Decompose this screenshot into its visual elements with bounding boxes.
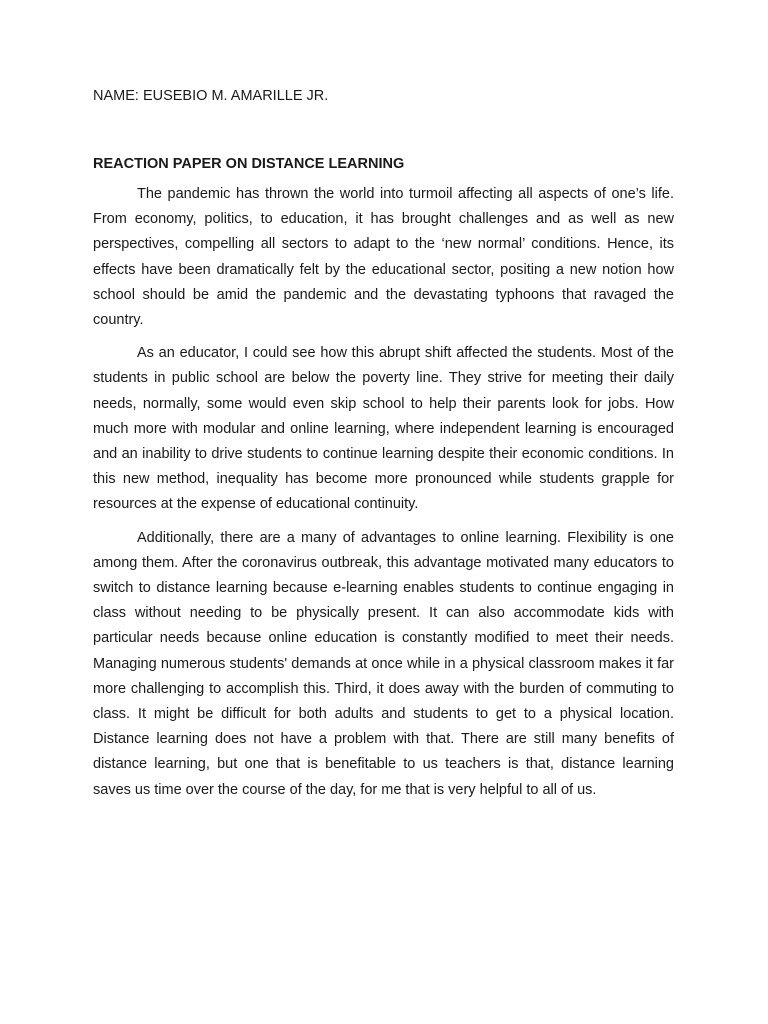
- paragraph-2: As an educator, I could see how this abrupt shift affected the students. Most of the students in public school are below the poverty line. They strive for meeting their daily needs, normally, some would even skip school to help their parents look for jobs. How much more with modular and online learning, where independent learning is encouraged and an inability to drive students to continue learning despite their economic conditions. In this new method, inequality has become more pronounced while students grapple for resources at the expense of educational continuity.: [93, 345, 674, 513]
- document-body: [93, 182, 674, 803]
- author-name-line: NAME: EUSEBIO M. AMARILLE JR.: [93, 88, 329, 104]
- paragraph-3: Additionally, there are a many of advantages to online learning. Flexibility is one among them. After the coronavirus outbreak, this advantage motivated many educators to switch to distance learning because e-learning enables students to continue engaging in class without needing to be physically present. It can also accommodate kids with particular needs because online education is constantly modified to meet their needs. Managing numerous students' demands at once while in a physical classroom makes it far more challenging to accomplish this. Third, it does away with the burden of commuting to class. It might be difficult for both adults and students to get to a physical location. Distance learning does not have a problem with that. There are still many benefits of distance learning, but one that is benefitable to us teachers is that, distance learning saves us time over the course of the day, for me that is very helpful to all of us.: [93, 529, 674, 798]
- paper-title: REACTION PAPER ON DISTANCE LEARNING: [93, 156, 405, 172]
- document-content: [93, 86, 674, 811]
- paragraph-1: The pandemic has thrown the world into turmoil affecting all aspects of one’s life. From economy, politics, to education, it has brought challenges and as well as new perspectives, compelling all sectors to adapt to the ‘new normal’ conditions. Hence, its effects have been dramatically felt by the educational sector, positing a new notion how school should be amid the pandemic and the devastating typhoons that ravaged the country.: [93, 186, 674, 329]
